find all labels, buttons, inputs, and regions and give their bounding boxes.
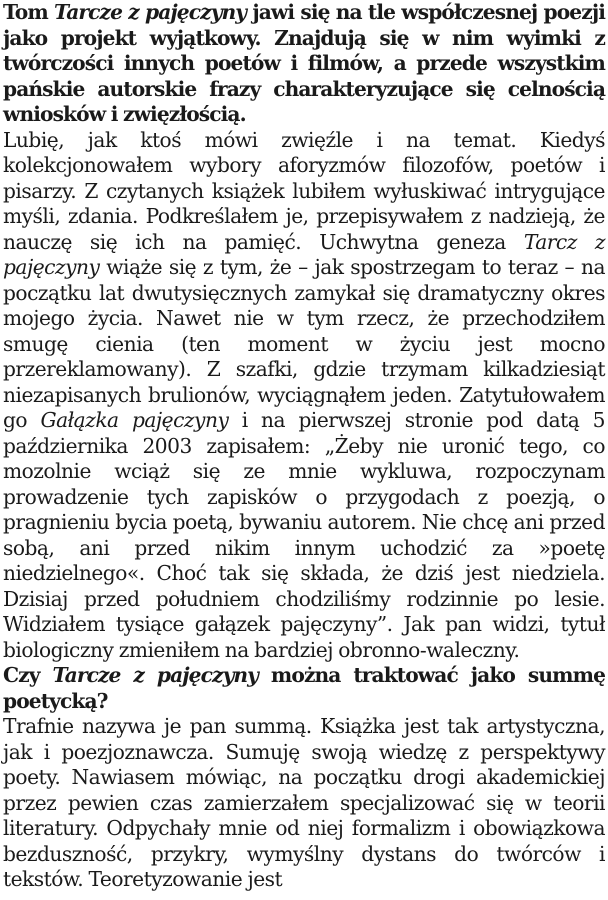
- question-2: [3, 663, 605, 714]
- answer-2: [3, 714, 605, 893]
- question-1-post: jawi się na tle współczesnej poezji jako projekt wyjątkowy. Znajdują się w nim wyimki z twórczości innych poetów i filmów, a przede wszystkim pańskie autorskie frazy charakteryzujące się celnością wniosków i zwięzłością.: [3, 0, 605, 126]
- question-2-pre: Czy: [3, 663, 53, 687]
- question-2-post: można traktować jako summę poetycką?: [3, 663, 606, 713]
- book-title: Tarcze z pajęczyny: [52, 663, 259, 687]
- answer-1-part-2: wiąże się z tym, że – jak spostrzegam to teraz – na początku lat dwutysięcznych zamykał się dramatyczny okres mojego życia. Nawet nie w tym rzecz, że przechodziłem smugę cienia (ten moment w życiu jest mocno przereklamowany). Z szafki, gdzie trzymam kilkadziesiąt niezapisanych brulionów, wyciągnąłem jeden. Zatytułowałem go: [3, 255, 605, 432]
- question-1: [3, 0, 605, 128]
- book-title: Tarcze z pajęczyny: [54, 0, 247, 24]
- answer-1-part-1: Lubię, jak ktoś mówi zwięźle i na temat. Kiedyś kolekcjonowałem wybory aforyzmów filozofów, poetów i pisarzy. Z czytanych książek lubiłem wyłuskiwać intrygujące myśli, zdania. Podkreślałem je, przepisywałem z nadzieją, że nauczę się ich na pamięć. Uchwytna geneza: [3, 127, 605, 254]
- answer-1: [3, 128, 605, 664]
- answer-2-text: Trafnie nazywa je pan summą. Książka jest tak artystyczna, jak i poezjoznawcza. Sumuję swoją wiedzę z perspektywy poety. Nawiasem mówiąc, na początku drogi akademickiej przez pewien czas zamierzałem specjalizować się w teorii literatury. Odpychały mnie od niej formalizm i obowiązkowa bezduszność, przykry, wymyślny dystans do twórców i tekstów. Teoretyzowanie jest: [3, 714, 605, 891]
- question-1-pre: Tom: [3, 0, 55, 24]
- notebook-title: Gałązka pajęczyny: [40, 408, 229, 432]
- book-title: Tarcz z pajęczyny: [3, 229, 605, 279]
- answer-1-part-3: i na pierwszej stronie pod datą 5 października 2003 zapisałem: „Żeby nie uronić tego, co mozolnie wciąż się ze mnie wykluwa, rozpoczynam prowadzenie tych zapisków o przygodach z poezją, o pragnieniu bycia poetą, bywaniu autorem. Nie chcę ani przed sobą, ani przed nikim innym uchodzić za »poetę niedzielnego«. Choć tak się składa, że dziś jest niedziela. Dzisiaj przed południem chodziliśmy rodzinnie po lesie. Widziałem tysiące gałązek pajęczyny”. Jak pan widzi, tytuł biologiczny zmieniłem na bardziej obronno-waleczny.: [3, 408, 605, 662]
